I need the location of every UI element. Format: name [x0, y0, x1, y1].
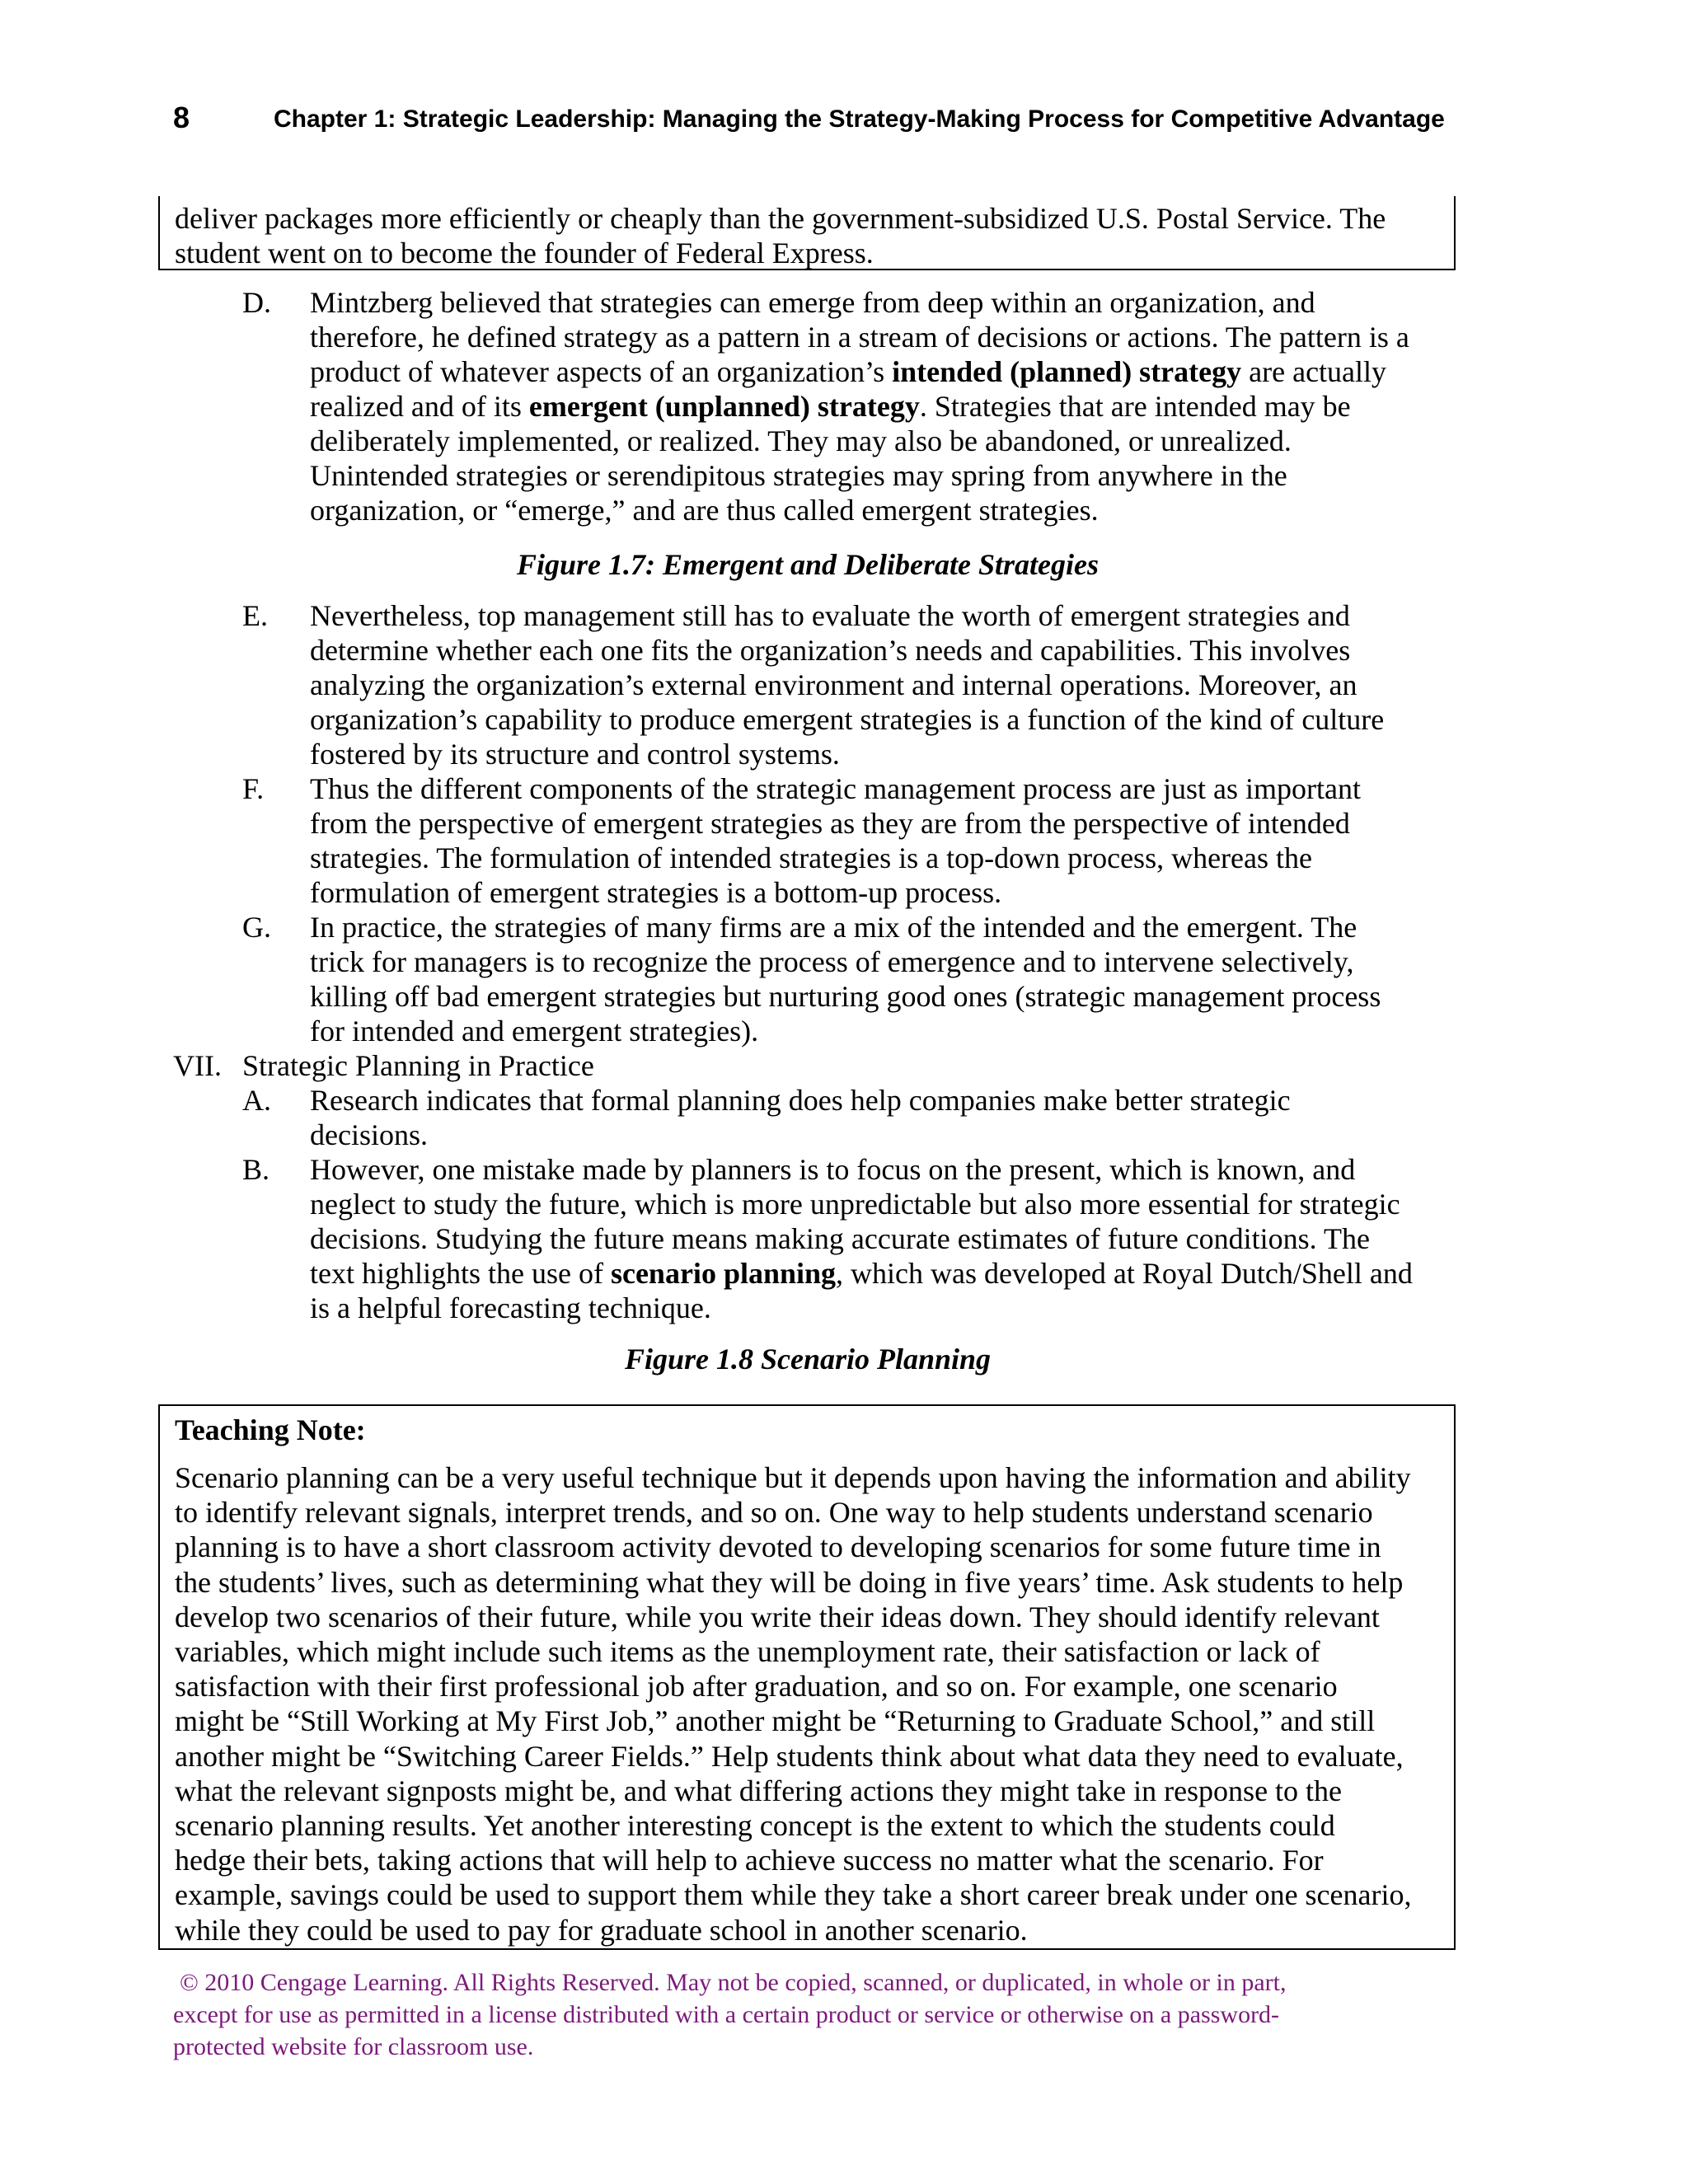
- text-line: killing off bad emergent strategies but nurturing good ones (strategic management process: [310, 980, 1381, 1013]
- outline-item-g-text: [310, 910, 1381, 1048]
- outline-item-g: [242, 910, 271, 944]
- text-line: deliver packages more efficiently or cheaply than the government-subsidized U.S. Postal Service. The: [175, 202, 1386, 235]
- text-line: satisfaction with their first professional job after graduation, and so on. For example, one scenario: [175, 1670, 1338, 1704]
- outline-item-a-text: [310, 1083, 1291, 1152]
- text-line: therefore, he defined strategy as a pattern in a stream of decisions or actions. The pattern is a: [310, 321, 1409, 354]
- chapter-title: Chapter 1: Strategic Leadership: Managing the Strategy-Making Process for Competitive Advantage: [274, 105, 1445, 133]
- text-line: realized and of its emergent (unplanned) strategy. Strategies that are intended may be: [310, 390, 1351, 423]
- text-line: formulation of emergent strategies is a bottom-up process.: [310, 876, 1002, 909]
- text-line: decisions.: [310, 1118, 428, 1151]
- text-line: Thus the different components of the strategic management process are just as important: [310, 772, 1361, 805]
- text-line: Unintended strategies or serendipitous strategies may spring from anywhere in the: [310, 459, 1287, 492]
- footer-line: except for use as permitted in a license distributed with a certain product or service or otherwise on a password-: [173, 2001, 1280, 2028]
- text-line: what the relevant signposts might be, and what differing actions they might take in response to the: [175, 1774, 1343, 1807]
- outline-section-vii: [173, 1048, 222, 1083]
- text-line: determine whether each one fits the organization’s needs and capabilities. This involves: [310, 634, 1351, 667]
- item-marker: B.: [242, 1153, 270, 1186]
- text-line: organization, or “emerge,” and are thus called emergent strategies.: [310, 494, 1099, 527]
- outline-item-e-text: [310, 598, 1384, 771]
- figure-caption-1-8: Figure 1.8 Scenario Planning: [624, 1343, 992, 1376]
- text-line: Nevertheless, top management still has to evaluate the worth of emergent strategies and: [310, 599, 1350, 632]
- text-line: fostered by its structure and control systems.: [310, 738, 840, 771]
- text-line: product of whatever aspects of an organization’s intended (planned) strategy are actually: [310, 355, 1387, 388]
- text-line: decisions. Studying the future means making accurate estimates of future conditions. The: [310, 1222, 1370, 1255]
- page-number: 8: [173, 101, 190, 134]
- text-line: In practice, the strategies of many firms are a mix of the intended and the emergent. The: [310, 911, 1357, 944]
- text-line: neglect to study the future, which is more unpredictable but also more essential for strategic: [310, 1188, 1400, 1221]
- text-line: planning is to have a short classroom activity devoted to developing scenarios for some future time in: [175, 1530, 1381, 1564]
- teaching-note-title: Teaching Note:: [175, 1413, 366, 1446]
- outline-item-d-text: [310, 285, 1409, 527]
- text-line: might be “Still Working at My First Job,” another might be “Returning to Graduate School,” and still: [175, 1704, 1376, 1738]
- item-marker: D.: [242, 286, 271, 319]
- footer-line: © 2010 Cengage Learning. All Rights Reserved. May not be copied, scanned, or duplicated, in whole or in part,: [180, 1969, 1287, 1996]
- outline-item-f-text: [310, 771, 1361, 910]
- text-line: trick for managers is to recognize the process of emergence and to intervene selectively,: [310, 945, 1354, 978]
- item-marker: A.: [242, 1084, 271, 1117]
- outline-item-f: [242, 771, 264, 806]
- text-line: is a helpful forecasting technique.: [310, 1291, 711, 1324]
- outline-item-b: [242, 1152, 270, 1187]
- text-line: organization’s capability to produce emergent strategies is a function of the kind of culture: [310, 703, 1385, 736]
- text-line: Research indicates that formal planning does help companies make better strategic: [310, 1084, 1291, 1117]
- section-marker: VII.: [173, 1049, 222, 1082]
- item-marker: F.: [242, 772, 265, 805]
- item-marker: E.: [242, 599, 268, 632]
- page-header: [173, 101, 1492, 142]
- text-line: the students’ lives, such as determining what they will be doing in five years’ time. Ask students to help: [175, 1565, 1404, 1599]
- term-scenario-planning: scenario planning: [610, 1257, 837, 1290]
- text-line: hedge their bets, taking actions that will help to achieve success no matter what the scenario. For: [175, 1844, 1324, 1877]
- outline-item-e: [242, 598, 268, 633]
- footer-line: protected website for classroom use.: [173, 2033, 534, 2060]
- text-line: to identify relevant signals, interpret trends, and so on. One way to help students understand scenario: [175, 1496, 1373, 1530]
- text-line: strategies. The formulation of intended strategies is a top-down process, whereas the: [310, 841, 1312, 874]
- text-line: for intended and emergent strategies).: [310, 1015, 759, 1047]
- outline-item-a: [242, 1083, 271, 1118]
- continued-text-box: [158, 196, 1456, 270]
- term-emergent-strategy: emergent (unplanned) strategy: [528, 390, 920, 423]
- term-intended-strategy: intended (planned) strategy: [892, 355, 1242, 388]
- text-line: while they could be used to pay for graduate school in another scenario.: [175, 1913, 1028, 1947]
- figure-caption-1-7: Figure 1.7: Emergent and Deliberate Strategies: [517, 548, 1099, 581]
- text-line: analyzing the organization’s external environment and internal operations. Moreover, an: [310, 668, 1357, 701]
- text-line: example, savings could be used to support them while they take a short career break under one scenario,: [175, 1878, 1412, 1912]
- text-line: scenario planning results. Yet another interesting concept is the extent to which the students could: [175, 1809, 1335, 1843]
- text-line: However, one mistake made by planners is to focus on the present, which is known, and: [310, 1153, 1356, 1186]
- text-line: variables, which might include such items as the unemployment rate, their satisfaction or lack of: [175, 1635, 1320, 1669]
- text-line: another might be “Switching Career Fields.” Help students think about what data they need to evaluate,: [175, 1739, 1404, 1773]
- continued-text: [160, 196, 1454, 270]
- text-line: student went on to become the founder of Federal Express.: [175, 237, 874, 269]
- text-line: text highlights the use of scenario planning, which was developed at Royal Dutch/Shell and: [310, 1257, 1413, 1290]
- text-line: develop two scenarios of their future, while you write their ideas down. They should identify relevant: [175, 1600, 1380, 1633]
- item-marker: G.: [242, 911, 271, 944]
- text-line: from the perspective of emergent strategies as they are from the perspective of intended: [310, 807, 1350, 840]
- text-line: Mintzberg believed that strategies can emerge from deep within an organization, and: [310, 286, 1315, 319]
- copyright-footer: [173, 1966, 1459, 2063]
- teaching-note-box: [158, 1404, 1456, 1950]
- text-line: Scenario planning can be a very useful technique but it depends upon having the information and ability: [175, 1461, 1411, 1494]
- text-line: deliberately implemented, or realized. They may also be abandoned, or unrealized.: [310, 424, 1292, 457]
- outline-item-b-text: [310, 1152, 1413, 1325]
- section-heading: Strategic Planning in Practice: [242, 1049, 594, 1082]
- teaching-note-text: [175, 1460, 1444, 1947]
